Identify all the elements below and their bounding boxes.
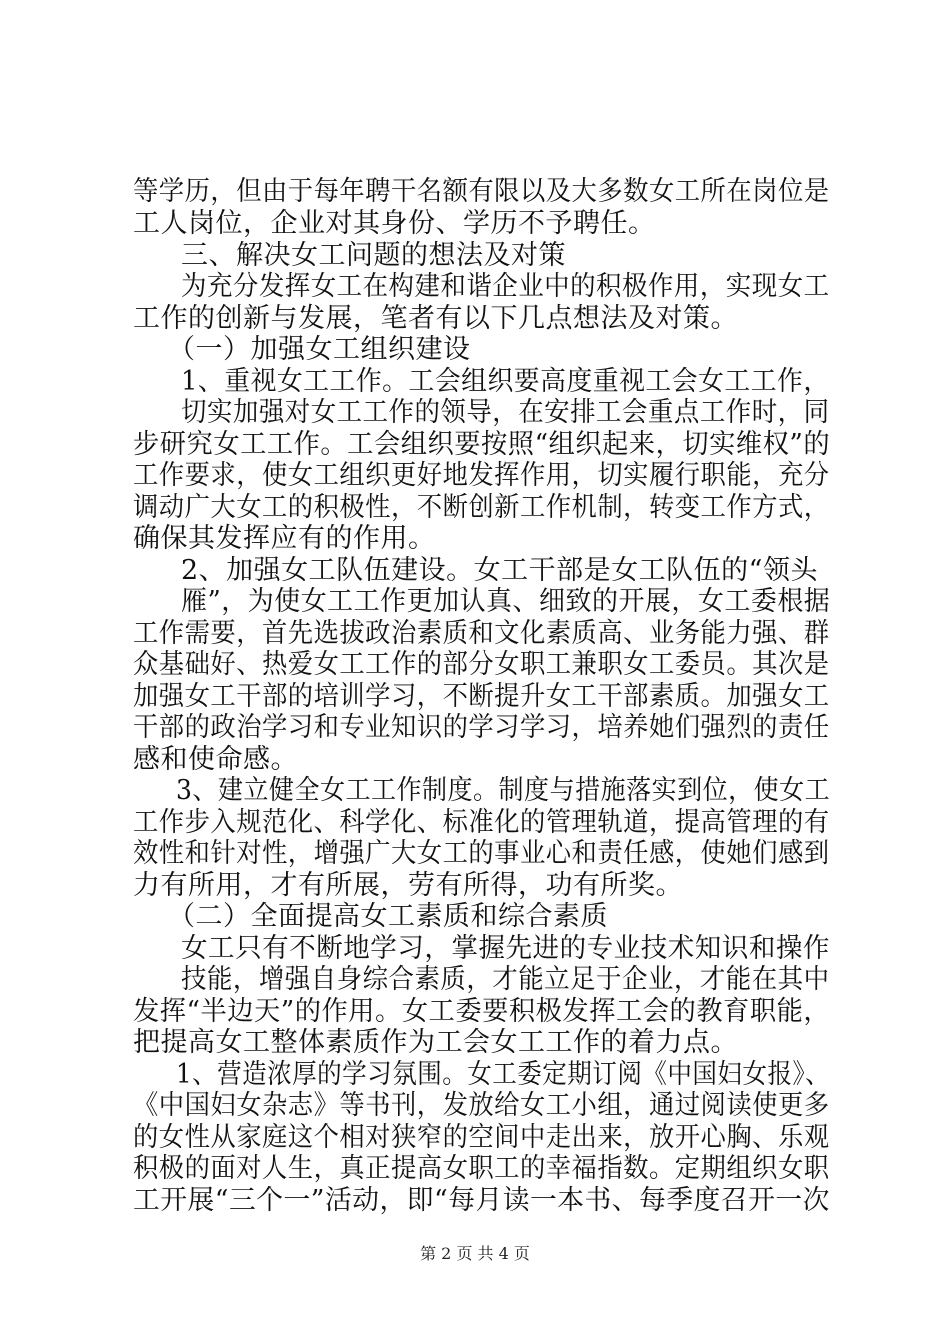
text-line: 确保其发挥应有的作用。	[133, 523, 436, 554]
text-line: 1、营造浓厚的学习氛围。女工委定期订阅《中国妇女报》、	[176, 1059, 831, 1090]
text-line: 调动广大女工的积极性，不断创新工作机制，转变工作方式，	[133, 492, 830, 523]
text-line: 1、重视女工工作。工会组织要高度重视工会女工工作，	[181, 366, 830, 397]
text-line: 工作需要，首先选拔政治素质和文化素质高、业务能力强、群	[133, 618, 830, 649]
text-line: 的女性从家庭这个相对狭窄的空间中走出来，放开心胸、乐观	[133, 1122, 830, 1153]
text-line: 女工只有不断地学习，掌握先进的专业技术知识和操作	[181, 933, 830, 964]
text-line: 干部的政治学习和专业知识的学习学习，培养她们强烈的责任	[133, 712, 830, 743]
text-line: 把提高女工整体素质作为工会女工工作的着力点。	[133, 1027, 738, 1058]
text-line: 雁”，为使女工工作更加认真、细致的开展，女工委根据	[181, 586, 831, 617]
section-heading: 三、解决女工问题的想法及对策	[181, 240, 566, 271]
text-line: 技能，增强自身综合素质，才能立足于企业，才能在其中	[181, 964, 830, 995]
text-line: 切实加强对女工工作的领导，在安排工会重点工作时，同	[181, 397, 830, 428]
subsection-heading: （二）全面提高女工素质和综合素质	[168, 901, 608, 932]
text-line: 效性和针对性，增强广大女工的事业心和责任感，使她们感到	[133, 838, 830, 869]
text-line: 工开展“三个一”活动，即“每月读一本书、每季度召开一次	[133, 1185, 830, 1216]
text-line: 加强女工干部的培训学习，不断提升女工干部素质。加强女工	[133, 681, 830, 712]
text-line: 众基础好、热爱女工工作的部分女职工兼职女工委员。其次是	[133, 649, 830, 680]
page-number-footer: 第 2 页 共 4 页	[420, 1244, 530, 1263]
text-line: 《中国妇女杂志》等书刊，发放给女工小组，通过阅读使更多	[133, 1090, 830, 1121]
text-line: 力有所用，才有所展，劳有所得，功有所奖。	[133, 870, 683, 901]
text-line: 工作的创新与发展，笔者有以下几点想法及对策。	[133, 303, 738, 334]
text-line: 3、建立健全女工工作制度。制度与措施落实到位，使女工	[176, 775, 831, 806]
text-line: 工作要求，使女工组织更好地发挥作用，切实履行职能，充分	[133, 460, 830, 491]
text-line: 步研究女工工作。工会组织要按照“组织起来，切实维权”的	[133, 429, 831, 460]
text-line: 等学历，但由于每年聘干名额有限以及大多数女工所在岗位是	[133, 176, 830, 207]
subsection-heading: （一）加强女工组织建设	[168, 334, 471, 365]
text-line: 感和使命感。	[133, 744, 298, 775]
text-line: 2、加强女工队伍建设。女工干部是女工队伍的“领头	[181, 555, 818, 586]
text-line: 积极的面对人生，真正提高女职工的幸福指数。定期组织女职	[133, 1153, 830, 1184]
text-line: 为充分发挥女工在构建和谐企业中的积极作用，实现女工	[181, 271, 830, 302]
text-line: 工人岗位，企业对其身份、学历不予聘任。	[133, 208, 656, 239]
text-line: 发挥“半边天”的作用。女工委要积极发挥工会的教育职能，	[133, 996, 831, 1027]
text-line: 工作步入规范化、科学化、标准化的管理轨道，提高管理的有	[133, 807, 830, 838]
